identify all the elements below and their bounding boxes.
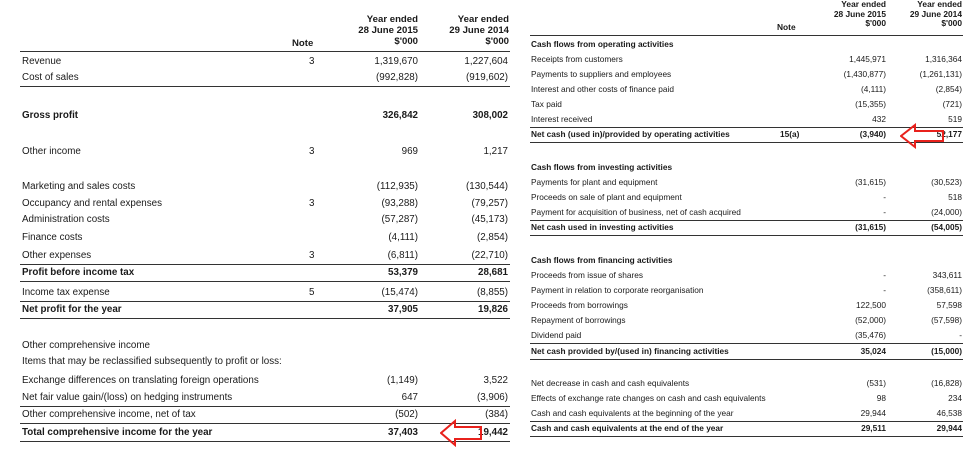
- row-rule: [530, 235, 963, 236]
- row-label: Revenue: [22, 56, 62, 67]
- row-value-current: (4,111): [860, 84, 886, 94]
- row-value-prior: 52,177: [936, 129, 962, 139]
- row-value-prior: (130,544): [466, 181, 508, 192]
- row-value-current: (502): [395, 409, 418, 420]
- row-label: Proceeds on sale of plant and equipment: [531, 192, 682, 202]
- row-value-prior: (1,261,131): [919, 69, 962, 79]
- income-header-col2: Year ended 29 June 2014 $'000: [449, 14, 509, 47]
- row-value-prior: (15,000): [931, 346, 962, 356]
- row-value-prior: 308,002: [472, 110, 508, 121]
- row-label: Net cash used in investing activities: [531, 222, 674, 232]
- row-label: Cash flows from investing activities: [531, 162, 673, 172]
- row-value-prior: (919,602): [466, 72, 508, 83]
- row-label: Interest received: [531, 114, 593, 124]
- row-rule: [530, 220, 963, 221]
- row-value-current: 1,319,670: [374, 56, 418, 67]
- row-label: Dividend paid: [531, 330, 582, 340]
- row-label: Cash flows from operating activities: [531, 39, 674, 49]
- row-value-current: (1,149): [386, 375, 418, 386]
- row-value-prior: (16,828): [931, 378, 962, 388]
- row-label: Other comprehensive income, net of tax: [22, 409, 196, 420]
- row-value-current: 98: [876, 393, 886, 403]
- row-label: Proceeds from borrowings: [531, 300, 628, 310]
- row-value-current: (52,000): [855, 315, 886, 325]
- row-value-current: 647: [401, 392, 418, 403]
- row-label: Other income: [22, 146, 81, 157]
- row-value-current: 53,379: [388, 267, 418, 278]
- row-label: Payment in relation to corporate reorganisation: [531, 285, 704, 295]
- row-label: Net fair value gain/(loss) on hedging instruments: [22, 392, 233, 403]
- row-value-current: (992,828): [376, 72, 418, 83]
- row-label: Repayment of borrowings: [531, 315, 626, 325]
- row-value-prior: 29,944: [936, 423, 962, 433]
- row-label: Net cash provided by/(used in) financing activities: [531, 346, 729, 356]
- row-value-current: (35,476): [855, 330, 886, 340]
- row-rule: [530, 421, 963, 422]
- row-value-current: (57,287): [381, 214, 418, 225]
- row-value-prior: 519: [948, 114, 962, 124]
- row-value-current: 326,842: [382, 110, 418, 121]
- row-value-prior: (57,598): [931, 315, 962, 325]
- row-label: Payment for acquisition of business, net of cash acquired: [531, 207, 741, 217]
- cashflow-header-col2: Year ended 29 June 2014 $'000: [909, 0, 962, 28]
- row-value-current: 432: [872, 114, 886, 124]
- row-value-current: 37,403: [388, 427, 418, 438]
- row-label: Effects of exchange rate changes on cash and cash equivalents: [531, 393, 766, 403]
- row-value-prior: (358,611): [927, 285, 962, 295]
- income-header-col1: Year ended 28 June 2015 $'000: [358, 14, 418, 47]
- row-value-current: -: [883, 285, 886, 295]
- row-label: Net decrease in cash and cash equivalents: [531, 378, 690, 388]
- row-value-prior: (30,523): [931, 177, 962, 187]
- row-note: 5: [309, 287, 315, 298]
- row-value-prior: (2,854): [935, 84, 962, 94]
- row-note: 3: [309, 56, 315, 67]
- row-rule: [20, 281, 510, 282]
- row-value-prior: (79,257): [471, 198, 508, 209]
- row-label: Payments for plant and equipment: [531, 177, 658, 187]
- row-value-prior: -: [959, 330, 962, 340]
- row-value-prior: 518: [948, 192, 962, 202]
- row-value-current: 1,445,971: [849, 54, 886, 64]
- row-rule: [20, 301, 510, 302]
- row-label: Cash and cash equivalents at the end of the year: [531, 423, 724, 433]
- row-rule: [20, 264, 510, 265]
- row-note: 3: [309, 146, 315, 157]
- row-label: Exchange differences on translating foreign operations: [22, 375, 259, 386]
- row-rule: [530, 436, 963, 437]
- row-label: Profit before income tax: [22, 267, 135, 278]
- row-value-current: 29,944: [860, 408, 886, 418]
- row-label: Tax paid: [531, 99, 562, 109]
- row-label: Finance costs: [22, 232, 83, 243]
- row-value-current: 969: [401, 146, 418, 157]
- left-arrow-icon: [900, 123, 944, 149]
- row-value-current: 29,511: [861, 423, 886, 433]
- row-label: Administration costs: [22, 214, 110, 225]
- row-value-current: (31,615): [855, 222, 886, 232]
- row-value-prior: 57,598: [936, 300, 962, 310]
- row-value-current: 37,905: [388, 304, 418, 315]
- row-value-current: -: [883, 192, 886, 202]
- cash-flow-statement: [520, 0, 977, 457]
- row-value-current: (112,935): [376, 181, 418, 192]
- cashflow-header-col1: Year ended 28 June 2015 $'000: [833, 0, 886, 28]
- row-rule: [530, 127, 963, 128]
- row-value-current: 35,024: [860, 346, 886, 356]
- row-label: Other comprehensive income: [22, 340, 150, 351]
- row-value-prior: 28,681: [478, 267, 508, 278]
- row-value-prior: 19,442: [478, 427, 508, 438]
- row-note: 3: [309, 198, 315, 209]
- row-rule: [20, 441, 510, 442]
- income-header-rule: [20, 51, 510, 52]
- row-label: Items that may be reclassified subsequently to profit or loss:: [22, 356, 282, 367]
- row-value-current: (1,430,877): [843, 69, 886, 79]
- row-value-current: -: [883, 207, 886, 217]
- row-value-current: (15,474): [381, 287, 418, 298]
- row-rule: [20, 406, 510, 407]
- row-value-prior: 1,227,604: [464, 56, 508, 67]
- row-rule: [20, 86, 510, 87]
- row-value-prior: 1,217: [483, 146, 508, 157]
- row-value-current: (3,940): [859, 129, 886, 139]
- row-value-prior: (8,855): [476, 287, 508, 298]
- row-value-current: (6,811): [387, 250, 418, 261]
- row-value-prior: 46,538: [936, 408, 962, 418]
- row-value-current: (93,288): [381, 198, 418, 209]
- row-label: Payments to suppliers and employees: [531, 69, 672, 79]
- row-label: Gross profit: [22, 110, 79, 121]
- row-rule: [20, 423, 510, 424]
- row-label: Total comprehensive income for the year: [22, 427, 213, 438]
- row-label: Receipts from customers: [531, 54, 623, 64]
- row-rule: [530, 359, 963, 360]
- row-rule: [530, 343, 963, 344]
- row-value-prior: (54,005): [931, 222, 962, 232]
- row-value-prior: (45,173): [471, 214, 508, 225]
- row-note: 15(a): [780, 129, 800, 139]
- cashflow-header-rule: [530, 35, 963, 36]
- row-label: Net cash (used in)/provided by operating activities: [531, 129, 730, 139]
- row-label: Marketing and sales costs: [22, 181, 136, 192]
- row-value-current: (531): [866, 378, 886, 388]
- row-value-prior: (24,000): [931, 207, 962, 217]
- row-value-prior: 234: [948, 393, 962, 403]
- row-value-current: -: [883, 270, 886, 280]
- row-value-prior: (3,906): [476, 392, 508, 403]
- row-value-current: (4,111): [388, 232, 418, 243]
- row-value-current: (31,615): [855, 177, 886, 187]
- row-value-prior: (2,854): [476, 232, 508, 243]
- row-value-prior: 343,611: [932, 270, 962, 280]
- row-label: Cost of sales: [22, 72, 79, 83]
- row-value-prior: 3,522: [483, 375, 508, 386]
- row-value-prior: (384): [485, 409, 508, 420]
- row-value-prior: 1,316,364: [925, 54, 962, 64]
- row-note: 3: [309, 250, 315, 261]
- row-value-prior: (22,710): [471, 250, 508, 261]
- row-value-current: (15,355): [855, 99, 886, 109]
- row-label: Interest and other costs of finance paid: [531, 84, 674, 94]
- row-label: Cash and cash equivalents at the beginning of the year: [531, 408, 734, 418]
- row-value-current: 122,500: [856, 300, 886, 310]
- row-value-prior: 19,826: [478, 304, 508, 315]
- left-arrow-icon: [440, 419, 482, 447]
- row-label: Occupancy and rental expenses: [22, 198, 162, 209]
- row-rule: [20, 318, 510, 319]
- row-label: Proceeds from issue of shares: [531, 270, 644, 280]
- row-value-prior: (721): [942, 99, 962, 109]
- row-label: Income tax expense: [22, 287, 110, 298]
- row-label: Net profit for the year: [22, 304, 122, 315]
- row-label: Cash flows from financing activities: [531, 255, 673, 265]
- row-rule: [530, 142, 963, 143]
- row-label: Other expenses: [22, 250, 92, 261]
- income-header-note: Note: [292, 38, 314, 49]
- cashflow-header-note: Note: [777, 22, 796, 32]
